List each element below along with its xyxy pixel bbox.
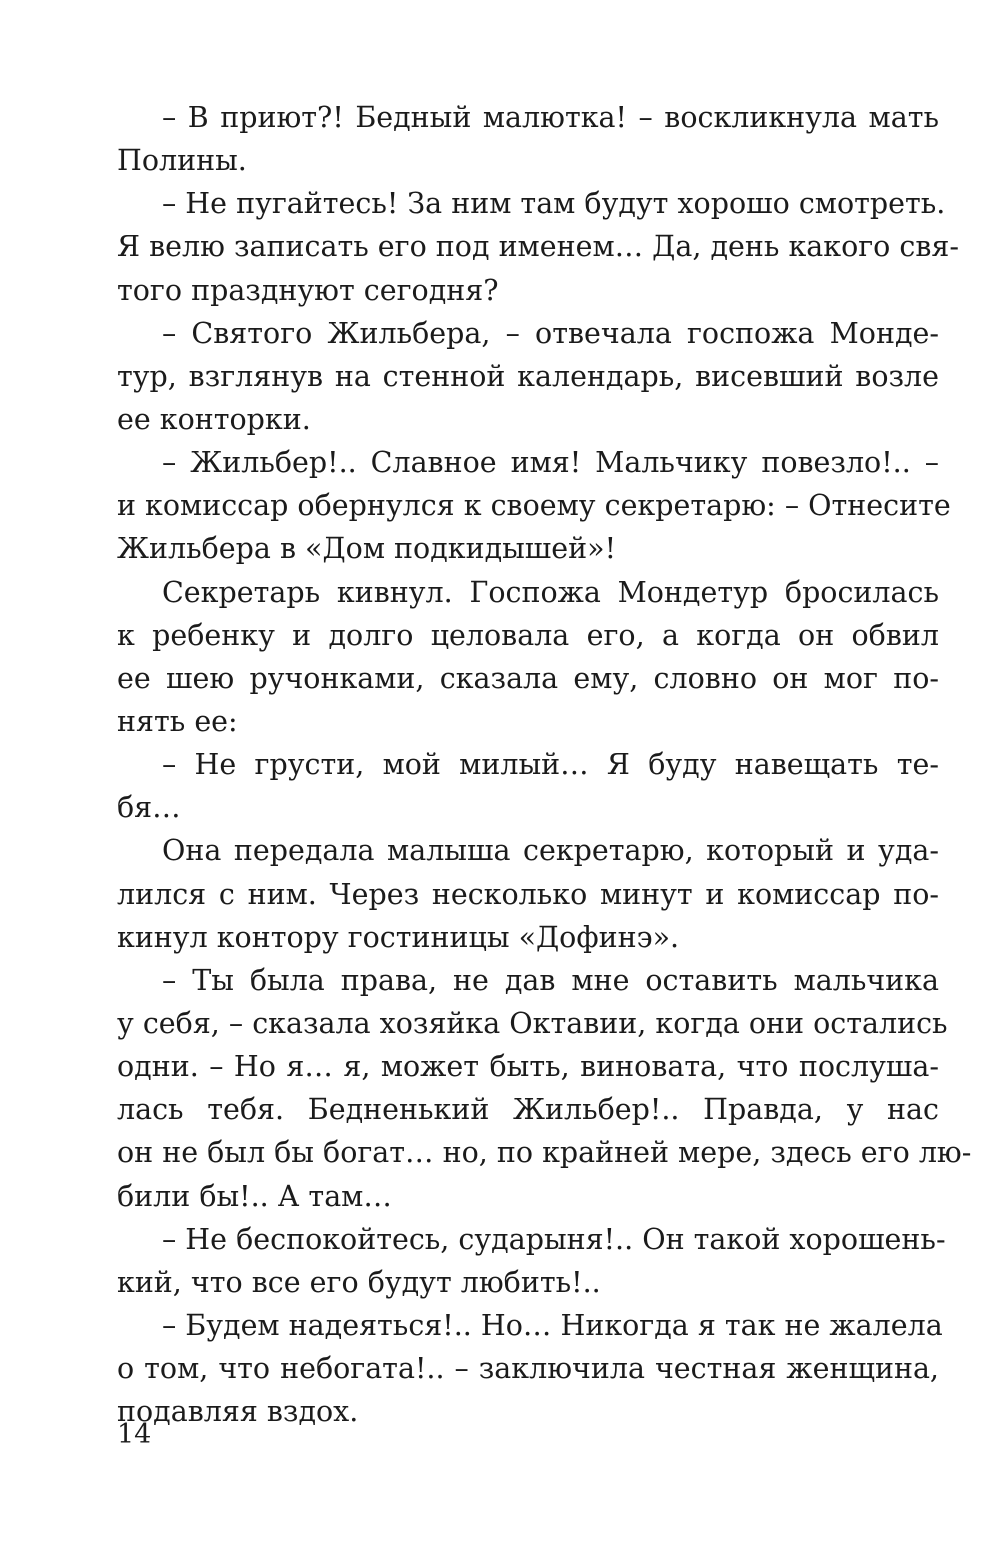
- text-line: кинул контору гостиницы «Дофинэ».: [117, 920, 680, 954]
- text-line: – Не грусти, мой милый… Я буду навещать те-: [162, 748, 939, 782]
- text-line: тур, взглянув на стенной календарь, висевший возле: [117, 359, 939, 393]
- text-line: – Не пугайтесь! За ним там будут хорошо смотреть.: [162, 187, 946, 221]
- text-line: одни. – Но я… я, может быть, виновата, что послуша-: [117, 1050, 939, 1084]
- text-line: – Жильбер!.. Славное имя! Мальчику повезло!.. –: [162, 446, 939, 480]
- text-line: – Ты была права, не дав мне оставить мальчика: [162, 963, 939, 997]
- text-line: он не был бы богат… но, по крайней мере, здесь его лю-: [117, 1136, 972, 1170]
- text-line: того празднуют сегодня?: [117, 273, 499, 307]
- text-line: – Святого Жильбера, – отвечала госпожа Монде-: [162, 316, 939, 350]
- text-line: ее шею ручонками, сказала ему, словно он мог по-: [117, 661, 939, 695]
- text-line: кий, что все его будут любить!..: [117, 1265, 601, 1299]
- body-text: [117, 96, 972, 1433]
- text-line: – В приют?! Бедный малютка! – воскликнула мать: [162, 101, 939, 134]
- text-line: – Не беспокойтесь, сударыня!.. Он такой хорошень-: [162, 1222, 946, 1256]
- text-line: – Будем надеяться!.. Но… Никогда я так не жалела: [162, 1308, 943, 1342]
- text-line: Я велю записать его под именем… Да, день какого свя-: [117, 230, 959, 264]
- page-number: 14: [117, 1419, 152, 1450]
- text-line: к ребенку и долго целовала его, а когда он обвил: [117, 618, 939, 652]
- text-line: Жильбера в «Дом подкидышей»!: [117, 532, 617, 566]
- text-line: о том, что небогата!.. – заключила честная женщина,: [117, 1352, 939, 1386]
- text-line: били бы!.. А там…: [117, 1179, 392, 1213]
- text-line: и комиссар обернулся к своему секретарю: – Отнесите: [117, 489, 951, 523]
- text-line: Она передала малыша секретарю, который и уда-: [162, 834, 939, 868]
- text-line: нять ее:: [117, 704, 238, 738]
- text-line: Секретарь кивнул. Госпожа Мондетур бросилась: [162, 575, 939, 609]
- text-line: ее конторки.: [117, 402, 311, 436]
- text-line: бя…: [117, 791, 181, 825]
- text-line: у себя, – сказала хозяйка Октавии, когда они остались: [117, 1006, 948, 1040]
- text-line: лась тебя. Бедненький Жильбер!.. Правда, у нас: [117, 1093, 939, 1127]
- text-line: Полины.: [117, 144, 247, 178]
- text-line: подавляя вздох.: [117, 1395, 359, 1429]
- text-line: лился с ним. Через несколько минут и комиссар по-: [117, 877, 939, 911]
